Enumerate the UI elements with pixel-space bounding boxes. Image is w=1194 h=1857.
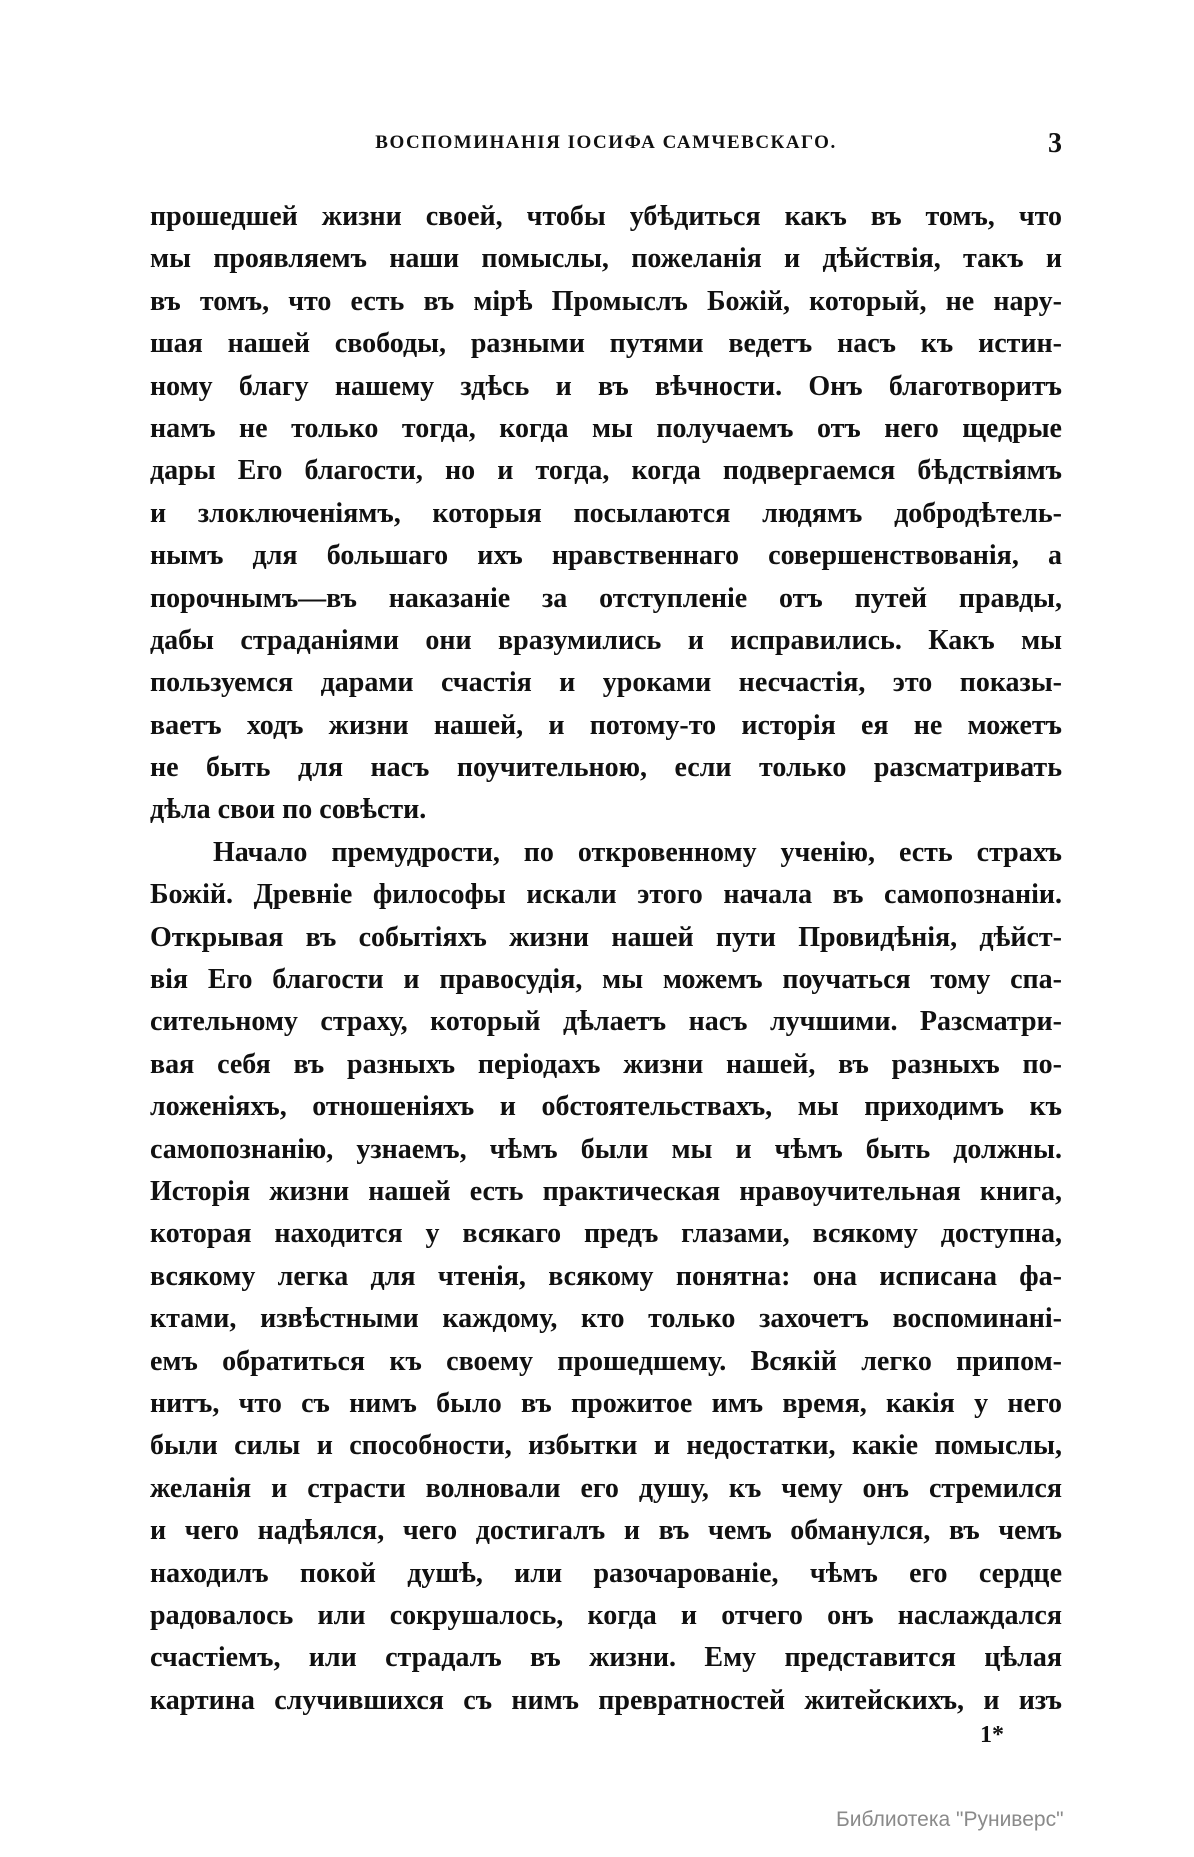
text-line: Божій. Древніе философы искали этого начала въ самопознаніи. — [150, 879, 1062, 911]
text-line: дары Его благости, но и тогда, когда подвергаемся бѣдствіямъ — [150, 455, 1062, 487]
text-line: Начало премудрости, по откровенному ученію, есть страхъ — [213, 836, 1062, 868]
text-line: ному благу нашему здѣсь и въ вѣчности. Онъ благотворитъ — [150, 370, 1062, 402]
text-line: не быть для насъ поучительною, если только разсматривать — [150, 752, 1062, 784]
text-line: сительному страху, который дѣлаетъ насъ лучшими. Разсматри- — [150, 1006, 1062, 1038]
text-line: были силы и способности, избытки и недостатки, какіе помыслы, — [150, 1430, 1062, 1462]
text-line: шая нашей свободы, разными путями ведетъ насъ къ истин- — [150, 328, 1062, 360]
running-head — [150, 128, 1062, 158]
text-line: намъ не только тогда, когда мы получаемъ отъ него щедрые — [150, 412, 1062, 444]
text-line: Открывая въ событіяхъ жизни нашей пути Провидѣнія, дѣйст- — [150, 921, 1062, 953]
paragraph — [150, 832, 1062, 1722]
text-line: и злоключеніямъ, которыя посылаются людямъ добродѣтель- — [150, 497, 1062, 529]
text-line: счастіемъ, или страдалъ въ жизни. Ему представится цѣлая — [150, 1642, 1062, 1674]
text-line: и чего надѣялся, чего достигалъ и въ чемъ обманулся, въ чемъ — [150, 1515, 1062, 1547]
text-line: нымъ для большаго ихъ нравственнаго совершенствованія, а — [150, 540, 1062, 572]
body-text — [150, 196, 1062, 1722]
text-line: дабы страданіями они вразумились и исправились. Какъ мы — [150, 624, 1062, 656]
text-line: нитъ, что съ нимъ было въ прожитое имъ время, какія у него — [150, 1387, 1062, 1419]
text-line: прошедшей жизни своей, чтобы убѣдиться какъ въ томъ, что — [150, 201, 1062, 232]
text-line: ваетъ ходъ жизни нашей, и потому-то исторія ея не можетъ — [150, 709, 1062, 741]
text-line: желанія и страсти волновали его душу, къ чему онъ стремился — [150, 1472, 1062, 1504]
paragraph — [150, 196, 1062, 832]
text-line: пользуемся дарами счастія и уроками несчастія, это показы- — [150, 667, 1062, 699]
text-line: самопознанію, узнаемъ, чѣмъ были мы и чѣмъ быть должны. — [150, 1133, 1062, 1165]
text-line: въ томъ, что есть въ мірѣ Промыслъ Божій, который, не нару- — [150, 285, 1062, 317]
text-line: ложеніяхъ, отношеніяхъ и обстоятельствахъ, мы приходимъ къ — [150, 1091, 1062, 1123]
text-line: порочнымъ—въ наказаніе за отступленіе отъ путей правды, — [150, 582, 1062, 614]
text-line: дѣла свои по совѣсти. — [150, 794, 427, 826]
text-line: Исторія жизни нашей есть практическая нравоучительная книга, — [150, 1175, 1062, 1207]
text-line: картина случившихся съ нимъ превратностей житейскихъ, и изъ — [150, 1684, 1062, 1716]
text-line: радовалось или сокрушалось, когда и отчего онъ наслаждался — [150, 1599, 1062, 1631]
text-line: емъ обратиться къ своему прошедшему. Всякій легко припом- — [150, 1345, 1062, 1377]
library-watermark: Библиотека "Руниверс" — [836, 1808, 1064, 1831]
signature-mark: 1* — [980, 1722, 1004, 1748]
text-line: всякому легка для чтенія, всякому понятна: она исписана фа- — [150, 1260, 1062, 1292]
running-head-title: ВОСПОМИНАНІЯ ІОСИФА САМЧЕВСКАГО. — [375, 132, 837, 153]
text-line: которая находится у всякаго предъ глазами, всякому доступна, — [150, 1218, 1062, 1250]
page-number: 3 — [1048, 128, 1062, 159]
text-line: мы проявляемъ наши помыслы, пожеланія и дѣйствія, такъ и — [150, 243, 1062, 275]
text-line: находилъ покой душѣ, или разочарованіе, чѣмъ его сердце — [150, 1557, 1062, 1589]
text-line: вія Его благости и правосудія, мы можемъ поучаться тому спа- — [150, 964, 1062, 996]
text-line: вая себя въ разныхъ періодахъ жизни нашей, въ разныхъ по- — [150, 1048, 1062, 1080]
text-line: ктами, извѣстными каждому, кто только захочетъ воспоминані- — [150, 1303, 1062, 1335]
